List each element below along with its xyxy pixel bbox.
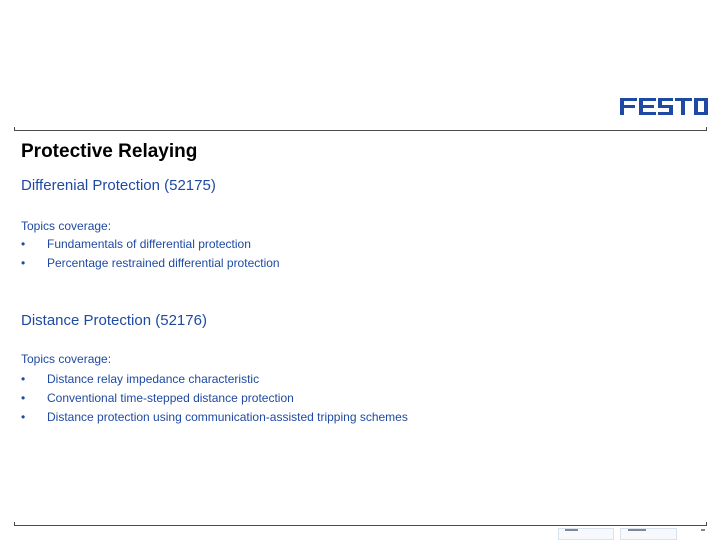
list-item-text: Conventional time-stepped distance protection [47, 391, 294, 405]
bullet-icon: • [21, 237, 26, 251]
festo-logo [620, 96, 708, 118]
footer-mark [565, 529, 578, 531]
footer-left-tick [14, 522, 15, 526]
festo-logo-mark [620, 96, 708, 118]
list-item-text: Percentage restrained differential protection [47, 256, 280, 270]
bullet-icon: • [21, 372, 26, 386]
footer-mark [628, 529, 646, 531]
slide-title: Protective Relaying [21, 141, 198, 162]
topics-label-differential: Topics coverage: [21, 219, 112, 233]
bullet-icon: • [21, 256, 26, 270]
page-marker [701, 529, 705, 531]
header-right-tick [706, 127, 707, 131]
header-divider [14, 130, 707, 131]
footer-right-tick [706, 522, 707, 526]
section-heading-distance: Distance Protection (52176) [21, 312, 207, 329]
bullet-icon: • [21, 391, 26, 405]
bullet-icon: • [21, 410, 26, 424]
list-item-text: Distance relay impedance characteristic [47, 372, 260, 386]
footer-divider [14, 525, 707, 526]
section-heading-differential: Differenial Protection (52175) [21, 177, 216, 194]
list-item-text: Distance protection using communication-assisted tripping schemes [47, 410, 408, 424]
topics-label-distance: Topics coverage: [21, 352, 112, 366]
list-item-text: Fundamentals of differential protection [47, 237, 251, 251]
header-left-tick [14, 127, 15, 131]
